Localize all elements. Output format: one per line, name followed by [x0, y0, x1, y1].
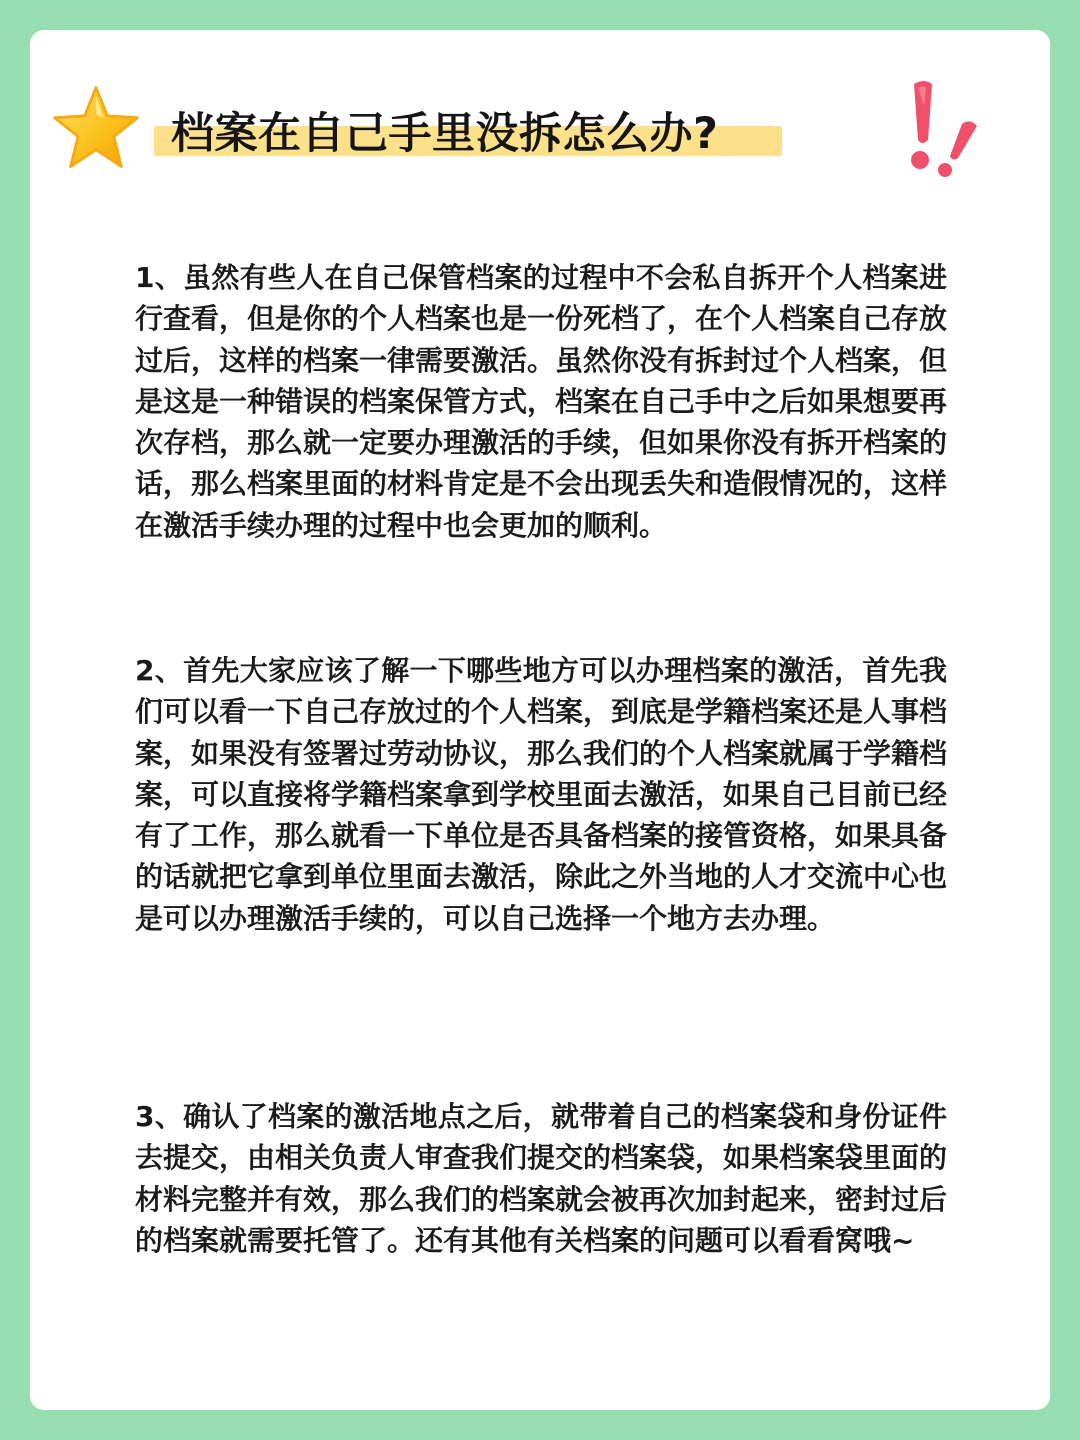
star-icon	[48, 82, 144, 176]
paragraph-1: 1、虽然有些人在自己保管档案的过程中不会私自拆开个人档案进行查看，但是你的个人档案也是一份死档了，在个人档案自己存放过后，这样的档案一律需要激活。虽然你没有拆封过个人档案，但是这是一种错误的档案保管方式，档案在自己手中之后如果想要再次存档，那么就一定要办理激活的手续，但如果你没有拆开档案的话，那么档案里面的材料肯定是不会出现丢失和造假情况的，这样在激活手续办理的过程中也会更加的顺利。	[135, 261, 948, 542]
paragraph-3: 3、确认了档案的激活地点之后，就带着自己的档案袋和身份证件去提交，由相关负责人审查我们提交的档案袋，如果档案袋里面的材料完整并有效，那么我们的档案就会被再次加封起来，密封过后的档案就需要托管了。还有其他有关档案的问题可以看看窝哦~	[135, 1100, 948, 1257]
page-title: 档案在自己手里没拆怎么办?	[171, 109, 719, 159]
paragraph-2: 2、首先大家应该了解一下哪些地方可以办理档案的激活，首先我们可以看一下自己存放过的个人档案，到底是学籍档案还是人事档案，如果没有签署过劳动协议，那么我们的个人档案就属于学籍档案，可以直接将学籍档案拿到学校里面去激活，如果自己目前已经有了工作，那么就看一下单位是否具备档案的接管资格，如果具备的话就把它拿到单位里面去激活，除此之外当地的人才交流中心也是可以办理激活手续的，可以自己选择一个地方去办理。	[135, 654, 948, 935]
double-exclamation-icon	[900, 76, 990, 180]
